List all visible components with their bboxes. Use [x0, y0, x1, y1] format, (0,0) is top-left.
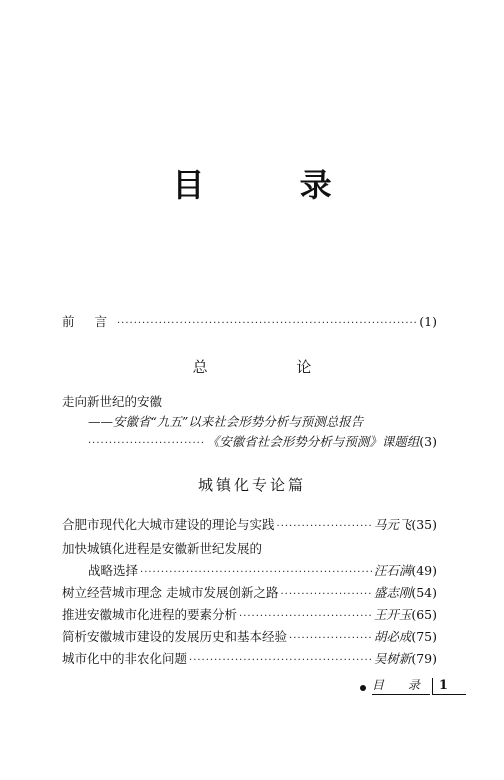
toc-entry-author: 胡必成	[373, 629, 412, 644]
bullet-icon	[360, 685, 366, 691]
toc-entry-title: 城市化中的非农化问题	[62, 651, 188, 666]
toc-entry-author: 马元飞	[373, 517, 412, 532]
page-footer	[360, 676, 466, 695]
toc-entry-7[interactable]	[62, 649, 437, 669]
toc-page-number: (79)	[411, 651, 437, 666]
toc-page-number: (54)	[411, 585, 437, 600]
section-heading-urbanization: 城镇化专论篇	[197, 476, 306, 494]
toc-page-number: (35)	[411, 517, 437, 532]
toc-entry-3[interactable]	[88, 561, 437, 581]
toc-entry-author: 《安徽省社会形势分析与预测》课题组	[206, 434, 420, 449]
toc-entry-label: 前 言	[62, 314, 115, 329]
toc-entry-author: 汪石满	[373, 563, 412, 578]
toc-entry-4[interactable]	[62, 583, 437, 603]
footer-page-number: 1	[432, 678, 466, 695]
toc-entry-title: 简析安徽城市建设的发展历史和基本经验	[62, 629, 288, 644]
toc-entry-author: 吴树新	[373, 651, 412, 666]
toc-entry-author: 盛志刚	[373, 585, 412, 600]
toc-entry-title: 树立经营城市理念 走城市发展创新之路	[62, 585, 279, 600]
leader-dots	[280, 589, 371, 600]
toc-entry-title: 推进安徽城市化进程的要素分析	[62, 607, 238, 622]
toc-page-number: (65)	[411, 607, 437, 622]
toc-entry-title-cont: 战略选择	[88, 563, 139, 578]
toc-entry-author: 王开玉	[373, 607, 412, 622]
leader-dots	[189, 655, 372, 666]
leader-dots	[140, 567, 372, 578]
toc-entry-6[interactable]	[62, 627, 437, 647]
toc-entry-subtitle: ——安徽省“九五”以来社会形势分析与预测总报告	[88, 414, 364, 429]
toc-entry-title[interactable]: 加快城镇化进程是安徽新世纪发展的	[62, 541, 263, 556]
page-title: 目 录	[172, 166, 374, 204]
leader-dots	[239, 611, 372, 622]
toc-entry-preface[interactable]	[62, 312, 437, 332]
toc-entry-1-leader[interactable]	[88, 432, 437, 452]
leader-dots	[277, 521, 372, 532]
toc-entry-2[interactable]	[62, 515, 437, 535]
toc-page-number: (75)	[411, 629, 437, 644]
leader-dots	[117, 318, 417, 329]
toc-page-number: (3)	[419, 434, 437, 449]
toc-entry-5[interactable]	[62, 605, 437, 625]
toc-page-number: (49)	[411, 563, 437, 578]
footer-label: 目 录	[372, 676, 430, 695]
toc-entry-title[interactable]: 走向新世纪的安徽	[62, 394, 163, 409]
toc-entry-title: 合肥市现代化大城市建设的理论与实践	[62, 517, 275, 532]
leader-dots	[88, 438, 205, 449]
leader-dots	[289, 633, 372, 644]
toc-page-number: (1)	[419, 314, 437, 329]
section-heading-general: 总 论	[192, 358, 354, 376]
